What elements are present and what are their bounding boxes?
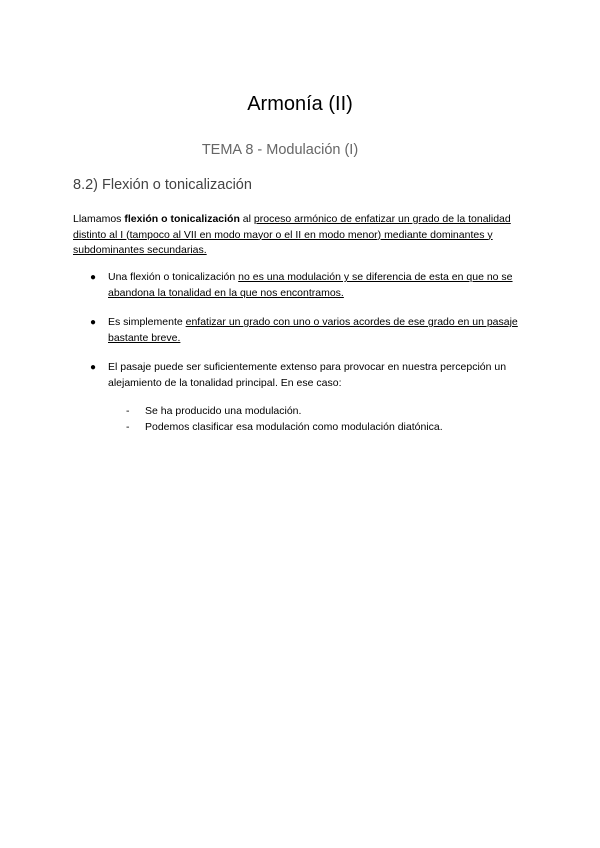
document-subtitle: TEMA 8 - Modulación (I): [201, 142, 359, 158]
sub-list-item: [108, 404, 533, 420]
intro-text: Llamamos: [73, 213, 125, 225]
intro-paragraph: [73, 212, 513, 259]
intro-text-connector: al: [239, 213, 254, 225]
sub-list-item-text: Podemos clasificar esa modulación como modulación diatónica.: [145, 420, 443, 433]
list-item: [73, 360, 533, 435]
intro-bold-term: flexión o tonicalización: [124, 213, 240, 225]
sub-list: [108, 404, 533, 435]
dash-icon: -: [126, 420, 130, 433]
list-item-text: Una flexión o tonicalización: [108, 271, 239, 283]
list-item: [73, 270, 533, 301]
dash-icon: -: [126, 405, 130, 417]
bullet-icon: ●: [90, 272, 97, 283]
list-item-underlined-text: no es una modulación y se diferencia de esta en que no se abandona la tonalidad en la que nos encontramos.: [108, 271, 513, 299]
intro-underlined-text: proceso armónico de enfatizar un grado de la tonalidad distinto al I (tampoco al VII en modo mayor o el II en modo menor) mediante dominantes y subdominantes secundarias.: [73, 213, 511, 256]
bullet-list: [73, 270, 533, 449]
sub-list-item-text: Se ha producido una modulación.: [145, 405, 302, 417]
section-heading: 8.2) Flexión o tonicalización: [73, 177, 252, 193]
sub-list-item: [108, 420, 533, 436]
list-item: [73, 315, 533, 346]
list-item-text: Es simplemente: [108, 316, 186, 328]
bullet-icon: ●: [90, 362, 97, 373]
document-title: Armonía (II): [247, 93, 353, 115]
list-item-text: El pasaje puede ser suficientemente extenso para provocar en nuestra percepción un alejamiento de la tonalidad principal. En ese caso:: [108, 361, 507, 389]
list-item-underlined-text: enfatizar un grado con uno o varios acordes de ese grado en un pasaje bastante breve.: [108, 316, 518, 344]
bullet-icon: ●: [90, 317, 97, 328]
